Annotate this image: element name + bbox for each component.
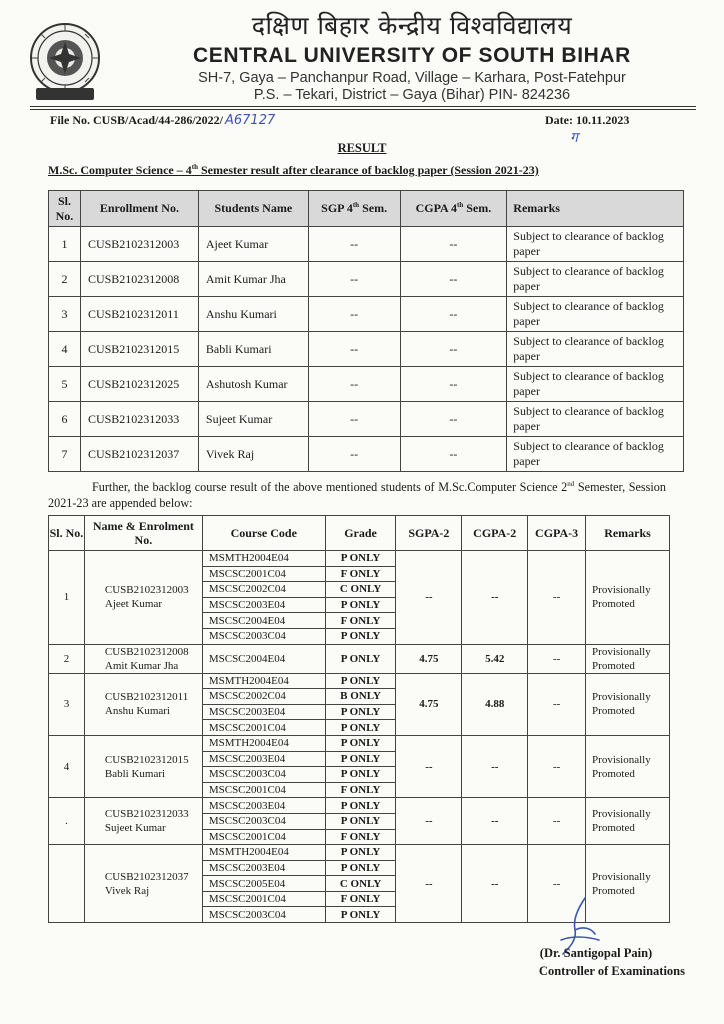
col-course-code: Course Code [202,516,325,551]
header-divider-thin [30,109,696,110]
table-row [49,437,684,472]
cell-course-code: MSCSC2004E04 [202,644,325,673]
cell-sl: 4 [49,332,81,367]
table-row [49,798,670,814]
cell-cgpa2: 4.88 [462,673,528,735]
cell-course-code: MSCSC2003E04 [202,860,325,876]
cell-course-code: MSCSC2001C04 [202,720,325,736]
signatory-title: Controller of Examinations [538,964,685,978]
cell-sl: 5 [49,367,81,402]
cell-remarks: Provisionally Promoted [586,551,670,645]
col-cgpa-sup: th [457,201,464,209]
cell-grade: F ONLY [325,829,396,845]
cell-grade: C ONLY [325,582,396,598]
cell-cgpa: -- [400,332,507,367]
student-enrolment: CUSB2102312003 [104,584,189,597]
signatory-name: (Dr. Santigopal Pain) [539,946,653,960]
backlog-paragraph [48,476,666,511]
student-name: Babli Kumari [104,767,166,780]
table-row [49,845,670,861]
cell-grade: P ONLY [325,720,396,736]
cell-cgpa2: -- [462,551,528,645]
table-row [49,551,670,567]
cell-course-code: MSCSC2001C04 [202,829,325,845]
cell-grade: F ONLY [325,891,396,907]
col-student-name: Students Name [198,191,308,227]
col-cgpa3: CGPA-3 [528,516,586,551]
col-cgpa-text: CGPA 4 [415,201,458,215]
cell-name-enrolment [84,644,202,673]
cell-grade: P ONLY [325,597,396,613]
cell-sl [49,845,85,923]
student-enrolment: CUSB2102312033 [104,808,189,821]
cell-sgpa2: -- [396,551,462,645]
col-cgpa [400,191,507,227]
cell-sgpa2: -- [396,798,462,845]
cell-enrollment: CUSB2102312011 [80,297,198,332]
address-line-2: P.S. – Tekari, District – Gaya (Bihar) PIN- 824236 [253,87,571,103]
subheading-post: Semester result after clearance of backlog paper (Session 2021-23) [198,163,539,177]
cell-sl: 7 [49,437,81,472]
cell-course-code: MSCSC2003C04 [202,767,325,783]
cell-grade: C ONLY [325,876,396,892]
cell-remarks: Subject to clearance of backlog paper [507,367,684,402]
cell-course-code: MSCSC2003C04 [202,628,325,644]
cell-course-code: MSMTH2004E04 [202,735,325,751]
cell-grade: P ONLY [325,751,396,767]
cell-grade: P ONLY [325,735,396,751]
table-row [49,262,684,297]
cell-remarks: Provisionally Promoted [586,735,670,797]
cell-grade: P ONLY [325,673,396,689]
col-name-enrolment: Name & Enrolment No. [84,516,202,551]
cell-grade: F ONLY [325,613,396,629]
student-enrolment: CUSB2102312037 [104,870,189,883]
cell-cgpa: -- [400,297,507,332]
cell-sl: 1 [49,227,81,262]
cell-course-code: MSCSC2001C04 [202,782,325,798]
table-row [49,644,670,673]
cell-course-code: MSMTH2004E04 [202,673,325,689]
cell-grade: B ONLY [325,689,396,705]
student-enrolment: CUSB2102312008 [104,645,189,658]
cell-cgpa3: -- [528,735,586,797]
col-grade: Grade [325,516,396,551]
table-header-row [49,191,684,227]
subheading-pre: M.Sc. Computer Science – 4 [48,163,192,177]
cell-cgpa3: -- [528,845,586,923]
cell-grade: P ONLY [325,813,396,829]
cell-sgp: -- [308,332,400,367]
cell-grade: P ONLY [325,907,396,923]
cell-cgpa2: -- [462,798,528,845]
backlog-result-table [48,515,670,923]
cell-grade: P ONLY [325,860,396,876]
cell-grade: P ONLY [325,798,396,814]
cell-course-code: MSCSC2001C04 [202,566,325,582]
file-number [50,113,275,128]
cell-course-code: MSMTH2004E04 [202,845,325,861]
university-title-hindi: दक्षिण बिहार केन्द्रीय विश्वविद्यालय [251,11,573,40]
cell-remarks: Subject to clearance of backlog paper [507,262,684,297]
cell-enrollment: CUSB2102312015 [80,332,198,367]
student-name: Vivek Raj [104,884,150,897]
col-sgp [308,191,400,227]
cell-grade: P ONLY [325,551,396,567]
cell-course-code: MSCSC2002C04 [202,689,325,705]
cell-course-code: MSCSC2001C04 [202,891,325,907]
cell-course-code: MSCSC2003E04 [202,751,325,767]
date-handwritten-mark: ग [570,130,578,146]
file-number-text: File No. CUSB/Acad/44-286/2022/ [50,113,223,127]
header-divider [30,106,696,107]
paragraph-sup: nd [567,480,575,488]
cell-cgpa: -- [400,367,507,402]
result-heading [0,141,724,156]
student-name: Sujeet Kumar [104,822,166,835]
cell-cgpa: -- [400,437,507,472]
cell-remarks: Provisionally Promoted [586,644,670,673]
cell-grade: P ONLY [325,628,396,644]
document-date: Date: 10.11.2023 [545,113,630,127]
student-enrolment: CUSB2102312015 [104,753,189,766]
table-row [49,332,684,367]
cell-name-enrolment [84,798,202,845]
cell-grade: P ONLY [325,704,396,720]
cell-sgp: -- [308,262,400,297]
cell-student-name: Amit Kumar Jha [198,262,308,297]
cell-enrollment: CUSB2102312025 [80,367,198,402]
table-row [49,227,684,262]
paragraph-post: Semester, Session 2021-23 are appended below: [48,480,666,511]
cell-remarks: Subject to clearance of backlog paper [507,297,684,332]
cell-course-code: MSCSC2003E04 [202,597,325,613]
cell-enrollment: CUSB2102312037 [80,437,198,472]
cell-cgpa2: -- [462,735,528,797]
cell-remarks: Provisionally Promoted [586,673,670,735]
cell-course-code: MSCSC2003E04 [202,704,325,720]
semester-result-table [48,190,684,472]
cell-student-name: Ajeet Kumar [198,227,308,262]
cell-grade: P ONLY [325,767,396,783]
cell-name-enrolment [84,735,202,797]
cell-cgpa: -- [400,262,507,297]
cell-sl: 4 [49,735,85,797]
cell-grade: P ONLY [325,845,396,861]
cell-grade: F ONLY [325,566,396,582]
table-row [49,367,684,402]
cell-student-name: Sujeet Kumar [198,402,308,437]
col-sgp-post: Sem. [359,201,388,215]
cell-cgpa3: -- [528,798,586,845]
student-name: Anshu Kumari [104,705,170,718]
cell-sl: 2 [49,262,81,297]
cell-remarks: Provisionally Promoted [586,798,670,845]
cell-sgp: -- [308,402,400,437]
student-name: Ajeet Kumar [104,598,163,611]
cell-course-code: MSCSC2003C04 [202,813,325,829]
student-enrolment: CUSB2102312011 [104,691,189,704]
paragraph-pre: Further, the backlog course result of the above mentioned students of M.Sc.Computer Science 2 [92,480,568,495]
cell-enrollment: CUSB2102312033 [80,402,198,437]
cell-sgpa2: -- [396,845,462,923]
cell-grade: P ONLY [325,644,396,673]
table-row [49,297,684,332]
cell-student-name: Vivek Raj [198,437,308,472]
cell-sgp: -- [308,367,400,402]
col-remarks: Remarks [586,516,670,551]
cell-sgpa2: 4.75 [396,644,462,673]
cell-course-code: MSCSC2004E04 [202,613,325,629]
table-header-row [49,516,670,551]
cell-remarks: Subject to clearance of backlog paper [507,332,684,367]
cell-course-code: MSCSC2002C04 [202,582,325,598]
cell-remarks: Provisionally Promoted [586,845,670,923]
cell-remarks: Subject to clearance of backlog paper [507,402,684,437]
cell-sgpa2: -- [396,735,462,797]
cell-enrollment: CUSB2102312008 [80,262,198,297]
cell-sgp: -- [308,297,400,332]
cell-cgpa3: -- [528,551,586,645]
cell-course-code: MSCSC2003E04 [202,798,325,814]
cell-cgpa: -- [400,402,507,437]
table-row [49,402,684,437]
university-title-english: CENTRAL UNIVERSITY OF SOUTH BIHAR [193,44,631,67]
col-enrollment: Enrollment No. [80,191,198,227]
col-remarks: Remarks [507,191,684,227]
cell-cgpa3: -- [528,644,586,673]
cell-course-code: MSMTH2004E04 [202,551,325,567]
result-subheading [48,163,539,178]
cell-student-name: Ashutosh Kumar [198,367,308,402]
cell-course-code: MSCSC2005E04 [202,876,325,892]
cell-sl: 6 [49,402,81,437]
address-line-1: SH-7, Gaya – Panchanpur Road, Village – Karhara, Post-Fatehpur [198,70,626,86]
col-sgp-sup: th [352,201,360,209]
cell-grade: F ONLY [325,782,396,798]
subheading-sup: th [191,163,198,171]
cell-remarks: Subject to clearance of backlog paper [507,227,684,262]
cell-sl: 3 [49,297,81,332]
cell-sgpa2: 4.75 [396,673,462,735]
student-name: Amit Kumar Jha [104,659,179,672]
col-sl: Sl. No. [49,516,85,551]
cell-cgpa2: -- [462,845,528,923]
col-sl: Sl. No. [49,191,81,227]
cell-remarks: Subject to clearance of backlog paper [507,437,684,472]
cell-cgpa3: -- [528,673,586,735]
col-cgpa-post: Sem. [463,201,492,215]
table-row [49,735,670,751]
cell-student-name: Anshu Kumari [198,297,308,332]
cell-sgp: -- [308,227,400,262]
file-number-handwritten: A67127 [225,113,276,128]
result-heading-text: RESULT [337,141,387,155]
cell-name-enrolment [84,845,202,923]
col-cgpa2: CGPA-2 [462,516,528,551]
university-seal-icon [28,22,102,102]
cell-course-code: MSCSC2003C04 [202,907,325,923]
cell-sl: 1 [49,551,85,645]
col-sgp-text: SGP 4 [321,201,353,215]
cell-cgpa: -- [400,227,507,262]
col-sgpa2: SGPA-2 [396,516,462,551]
cell-cgpa2: 5.42 [462,644,528,673]
cell-enrollment: CUSB2102312003 [80,227,198,262]
cell-sl: 2 [49,644,85,673]
cell-sl: . [49,798,85,845]
cell-sgp: -- [308,437,400,472]
table-row [49,673,670,689]
cell-name-enrolment [84,673,202,735]
cell-name-enrolment [84,551,202,645]
cell-sl: 3 [49,673,85,735]
cell-student-name: Babli Kumari [198,332,308,367]
